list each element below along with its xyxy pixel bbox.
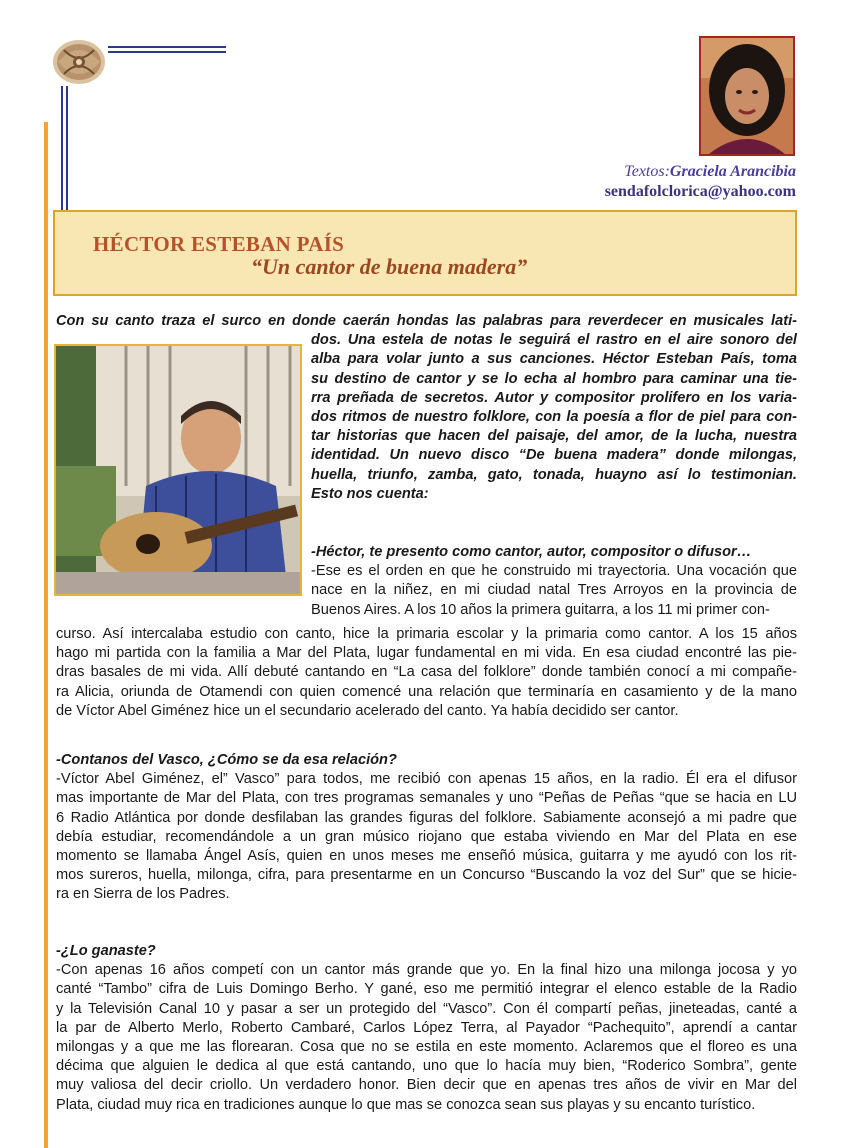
q2-answer-line: mos sureros, huella, milonga, cifra, para presentarme en un Concurso “Buscando la voz del Sur” que se hicie- xyxy=(56,867,797,884)
q1-answer-continued xyxy=(56,625,797,721)
intro-line: dos ritmos de nuestro folklore, con la poesía a flor de piel para con- xyxy=(311,409,797,425)
intro-line: tar historias que hacen del paisaje, del amor, de la lucha, nuestra xyxy=(311,428,797,445)
q3-answer-line: muy valiosa del decir criollo. Un verdadero honor. Bien decir que en apenas tres años de vivir en Mar del xyxy=(56,1077,797,1094)
q3-block xyxy=(56,942,797,1115)
intro-line: huella, triunfo, zamba, gato, tonada, huayno así lo testimonian. xyxy=(311,466,797,483)
q2-answer-line: momento se llamaba Ángel Asís, quien en unos meses me enseñó música, guitarra y me ayudó con los rit- xyxy=(56,848,797,865)
credit-author-name: Graciela Arancibia xyxy=(669,163,796,180)
intro-line: rra preñada de secretos. Autor y compositor prolifero en los varia- xyxy=(311,389,797,406)
intro-line: alba para volar junto a sus canciones. Héctor Esteban País, toma xyxy=(311,351,797,368)
q3-answer-line: la par de Alberto Merlo, Roberto Cambaré, Carlos López Terra, al Payador “Pachequito”, aprendí a cantar xyxy=(56,1019,797,1036)
intro-paragraph-continued xyxy=(311,331,797,504)
photo-image xyxy=(56,346,300,594)
article-subtitle: “Un cantor de buena madera” xyxy=(251,254,528,279)
q1-answer-line: hago mi partida con la familia a Mar del Plata, lugar fundamental en mi vida. En esa ciudad encontré las pie- xyxy=(56,645,797,662)
credit-label: Textos: xyxy=(624,163,670,180)
header-rule-top xyxy=(108,46,226,48)
q1-answer-line: ra Alicia, oriunda de Otamendi con quien comencé una relación que terminaría en casamiento y de la mano xyxy=(56,683,797,700)
intro-paragraph xyxy=(56,312,797,331)
hector-guitar-photo xyxy=(54,344,302,596)
q3-answer-line: décima que alguien le dedica al que está cantando, uno que lo hacía muy bien, “Roderico Sombra”, gente xyxy=(56,1058,797,1075)
title-box xyxy=(53,210,797,296)
q1-answer-line: curso. Así intercalaba estudio con canto, hice la primaria escolar y la primaria como cantor. A los 15 años xyxy=(56,626,797,642)
side-rule-right xyxy=(66,86,68,218)
q3-answer-line: canté “Tambo” cifra de Luis Domingo Berho. Y gané, eso me permitió integrar el elenco estable de la Radio xyxy=(56,981,797,998)
intro-line: Esto nos cuenta: xyxy=(311,485,429,502)
author-portrait xyxy=(699,36,795,156)
q1-answer-line: dras basales de mi vida. Allí debuté cantando en “La casa del folklore” donde también conocí a mi compañe- xyxy=(56,664,797,681)
q2-block xyxy=(56,751,797,905)
q1-block xyxy=(311,543,797,620)
q3-answer-line: -Con apenas 16 años competí con un cantor más grande que yo. En la final hizo una milonga jocosa y yo xyxy=(56,962,797,979)
article-title: HÉCTOR ESTEBAN PAÍS xyxy=(93,232,345,256)
q3-answer-line: Plata, ciudad muy rica en tradiciones aunque lo que mas se conozca sean sus playas y su encanto turístico. xyxy=(56,1096,756,1113)
q1-question: -Héctor, te presento como cantor, autor, compositor o difusor… xyxy=(311,544,752,560)
q1-answer-line: nace en la niñez, en mi ciudad natal Tres Arroyos en la provincia de xyxy=(311,582,797,599)
side-rule-left xyxy=(61,86,63,218)
header-rule-bottom xyxy=(108,51,226,53)
q2-answer-line: -Víctor Abel Giménez, el” Vasco” para todos, me recibió con apenas 15 años, en la radio. Él era el difusor xyxy=(56,771,797,788)
q1-answer-line: -Ese es el orden en que he construido mi trayectoria. Una vocación que xyxy=(311,563,797,580)
q1-answer-line: de Víctor Abel Giménez hice un el secundario acelerado del canto. Ya había decidido ser cantor. xyxy=(56,702,679,719)
q2-answer-line: 6 Radio Atlántica por donde desfilaban las grandes figuras del folklore. Sabiamente aconsejó a mi padre que xyxy=(56,809,797,826)
q2-answer-line: mas importante de Mar del Plata, con tres programas semanales y uno “Peñas de Peñas “que se hacia en LU xyxy=(56,790,797,807)
intro-line: dos. Una estela de notas le seguirá el rastro en el aire sonoro del xyxy=(311,332,797,349)
q3-answer-line: y la Televisión Canal 10 y pasar a ser un protegido del “Vasco”. Con él compartí peñas, jineteadas, canté a xyxy=(56,1000,797,1017)
q3-question: -¿Lo ganaste? xyxy=(56,943,156,959)
intro-line: Con su canto traza el surco en donde caerán hondas las palabras para reverdecer en musicales lati- xyxy=(56,313,797,329)
q1-answer-line: Buenos Aires. A los 10 años la primera guitarra, a los 11 mi primer con- xyxy=(311,601,770,618)
credit-email: sendafolclorica@yahoo.com xyxy=(604,183,796,200)
q3-answer-line: milongas y a que me las florearan. Cosa que no se estila en este momento. Aclaremos que el floreo es una xyxy=(56,1039,797,1056)
author-portrait-image xyxy=(701,38,793,154)
intro-line: identidad. Un nuevo disco “De buena madera” donde milongas, xyxy=(311,447,797,464)
article-credit xyxy=(605,162,796,202)
page-margin-rule xyxy=(44,122,48,1148)
q2-answer-line: ra en Sierra de los Padres. xyxy=(56,886,230,903)
q2-answer-line: debía estudiar, recomendándole a un gran músico riojano que estaba viviendo en Mar del Plata en ese xyxy=(56,828,797,845)
intro-line: su destino de cantor y se lo echa al hombro para caminar una tie- xyxy=(311,370,797,387)
q2-question: -Contanos del Vasco, ¿Cómo se da esa relación? xyxy=(56,752,397,768)
dried-flower-ornament-icon xyxy=(50,36,108,86)
